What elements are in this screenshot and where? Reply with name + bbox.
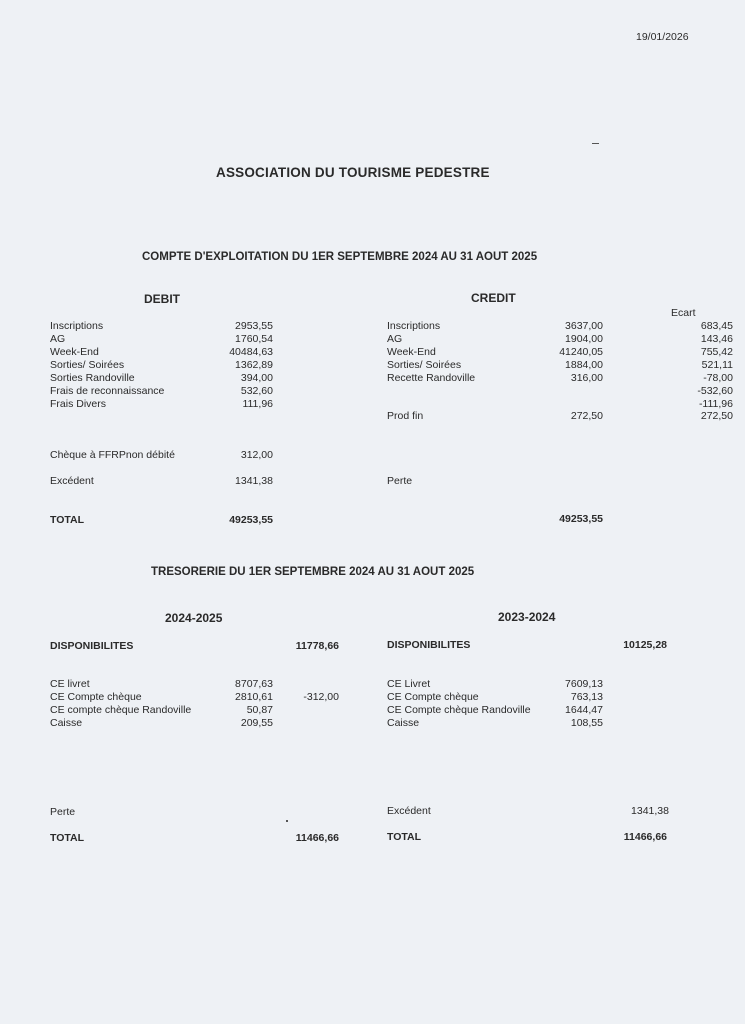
- treso-right-row-label: CE Livret: [387, 678, 431, 690]
- debit-row-label: AG: [50, 333, 66, 345]
- ecart-value: -111,96: [698, 398, 733, 410]
- dispo-label-right: DISPONIBILITES: [387, 639, 471, 651]
- dispo-value-left: 11778,66: [295, 640, 339, 652]
- year-2024-2025: 2024-2025: [165, 611, 223, 625]
- treso-left-row-label: CE Compte chèque: [50, 691, 142, 703]
- print-date: 19/01/2026: [636, 31, 689, 43]
- credit-row-label: Week-End: [387, 346, 436, 358]
- credit-row-label: Inscriptions: [387, 320, 441, 332]
- debit-row-value: 2953,55: [235, 320, 273, 332]
- debit-row-label: Sorties/ Soirées: [50, 359, 125, 371]
- year-2023-2024: 2023-2024: [498, 610, 556, 624]
- treso-excedent-value: 1341,38: [631, 805, 669, 817]
- treso-total-label-left: TOTAL: [50, 832, 85, 844]
- ecart-value: -78,00: [703, 372, 733, 384]
- total-debit-value: 49253,55: [229, 514, 273, 526]
- total-label: TOTAL: [50, 514, 85, 526]
- debit-row-value: 40484,63: [229, 346, 273, 358]
- exploitation-heading: COMPTE D'EXPLOITATION DU 1ER SEPTEMBRE 2024 AU 31 AOUT 2025: [142, 251, 538, 263]
- debit-row-label: Week-End: [50, 346, 99, 358]
- treso-total-value-left: 11466,66: [295, 832, 339, 844]
- debit-header: DEBIT: [144, 292, 180, 306]
- debit-row-label: Frais de reconnaissance: [50, 385, 165, 397]
- treso-left-row-adjustment: -312,00: [303, 691, 339, 703]
- debit-row-value: 111,96: [242, 398, 273, 410]
- ecart-value: 683,45: [700, 320, 733, 332]
- debit-row-value: 1362,89: [235, 359, 273, 371]
- dispo-label-left: DISPONIBILITES: [50, 640, 134, 652]
- treso-left-row-label: CE livret: [50, 678, 90, 690]
- treso-perte-label: Perte: [50, 806, 76, 818]
- credit-row-value: 316,00: [570, 372, 603, 384]
- dispo-value-right: 10125,28: [623, 639, 667, 651]
- excedent-label: Excédent: [50, 475, 94, 487]
- treso-left-row-label: Caisse: [50, 717, 83, 729]
- treso-right-row-value: 108,55: [570, 717, 603, 729]
- treso-right-row-label: CE Compte chèque: [387, 691, 479, 703]
- debit-row-value: 394,00: [240, 372, 273, 384]
- treso-right-row-label: Caisse: [387, 717, 420, 729]
- treso-right-row-label: CE Compte chèque Randoville: [387, 704, 531, 716]
- debit-row-label: Sorties Randoville: [50, 372, 135, 384]
- excedent-value: 1341,38: [235, 475, 273, 487]
- ecart-value: 143,46: [700, 333, 733, 345]
- treso-right-row-value: 7609,13: [565, 678, 603, 690]
- treso-left-row-value: 50,87: [246, 704, 273, 716]
- ecart-value: 272,50: [700, 410, 733, 422]
- scan-mark: [592, 143, 599, 144]
- prod-fin-value: 272,50: [570, 410, 603, 422]
- debit-row-value: 1760,54: [235, 333, 273, 345]
- scan-dot: [286, 820, 288, 822]
- cheque-value: 312,00: [240, 449, 273, 461]
- ecart-value: 521,11: [701, 359, 733, 371]
- ecart-value: 755,42: [700, 346, 733, 358]
- cheque-label: Chèque à FFRPnon débité: [50, 449, 175, 461]
- credit-row-value: 41240,05: [559, 346, 603, 358]
- credit-row-value: 3637,00: [565, 320, 603, 332]
- ecart-header: Ecart: [671, 307, 696, 319]
- total-credit-value: 49253,55: [559, 513, 603, 525]
- treso-total-value-right: 11466,66: [623, 831, 667, 843]
- debit-row-label: Frais Divers: [50, 398, 107, 410]
- debit-row-value: 532,60: [240, 385, 273, 397]
- treso-right-row-value: 763,13: [570, 691, 603, 703]
- credit-row-label: AG: [387, 333, 403, 345]
- credit-header: CREDIT: [471, 291, 516, 305]
- treso-left-row-value: 8707,63: [235, 678, 273, 690]
- credit-row-label: Sorties/ Soirées: [387, 359, 462, 371]
- ecart-value: -532,60: [697, 385, 733, 397]
- tresorerie-heading: TRESORERIE DU 1ER SEPTEMBRE 2024 AU 31 AOUT 2025: [151, 566, 475, 578]
- perte-label: Perte: [387, 475, 413, 487]
- credit-row-value: 1904,00: [565, 333, 603, 345]
- treso-total-label-right: TOTAL: [387, 831, 422, 843]
- document-title: ASSOCIATION DU TOURISME PEDESTRE: [216, 165, 490, 180]
- prod-fin-label: Prod fin: [387, 410, 424, 422]
- credit-row-label: Recette Randoville: [387, 372, 476, 384]
- treso-left-row-label: CE compte chèque Randoville: [50, 704, 192, 716]
- treso-left-row-value: 2810,61: [235, 691, 273, 703]
- debit-row-label: Inscriptions: [50, 320, 104, 332]
- treso-left-row-value: 209,55: [240, 717, 273, 729]
- credit-row-value: 1884,00: [565, 359, 603, 371]
- treso-excedent-label: Excédent: [387, 805, 431, 817]
- treso-right-row-value: 1644,47: [565, 704, 603, 716]
